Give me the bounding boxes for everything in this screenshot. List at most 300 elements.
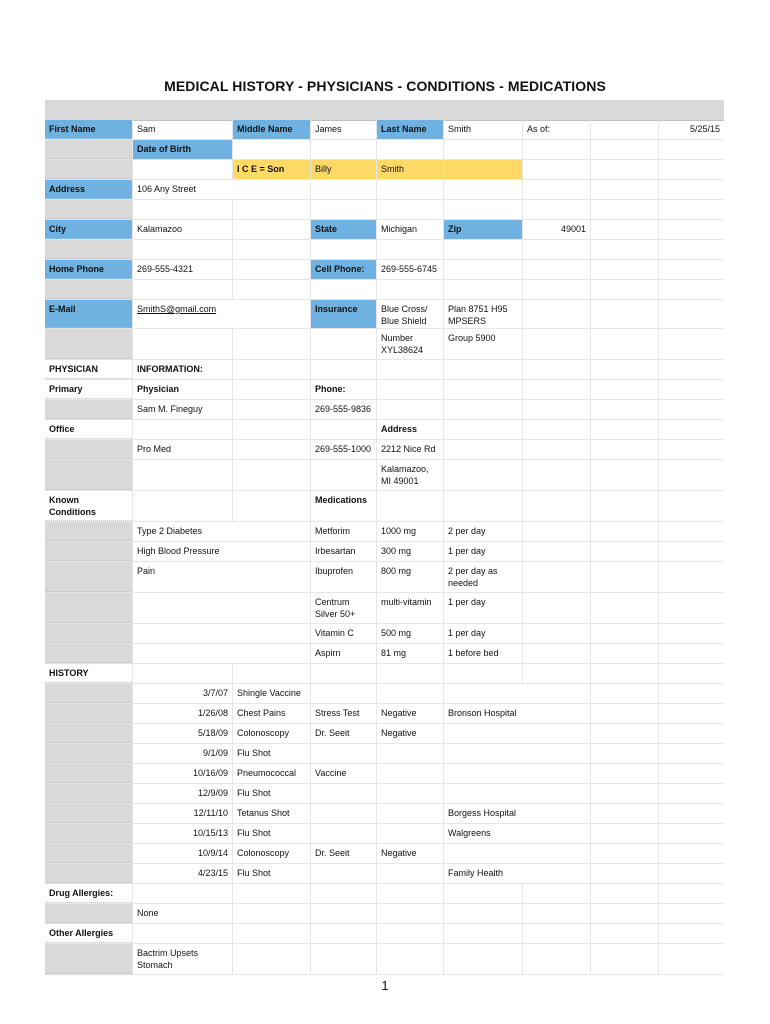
empty-cell (658, 764, 724, 783)
history-detail[interactable]: Stress Test (310, 704, 376, 723)
history-event[interactable]: Flu Shot (232, 824, 310, 843)
history-result[interactable] (376, 764, 443, 783)
history-date[interactable]: 10/15/13 (132, 824, 232, 843)
condition-row (45, 644, 724, 664)
history-detail[interactable]: Dr. Seeit (310, 724, 376, 743)
medication-name[interactable]: Ibuprofen (310, 562, 376, 592)
medication-dose[interactable]: 800 mg (376, 562, 443, 592)
medication-dose[interactable]: multi-vitamin (376, 593, 443, 623)
empty-cell (522, 460, 590, 490)
history-result[interactable] (376, 824, 443, 843)
history-result[interactable] (376, 864, 443, 883)
empty-cell (310, 924, 376, 943)
empty-cell (658, 380, 724, 399)
empty-cell (376, 240, 443, 259)
empty-cell (232, 260, 310, 279)
empty-cell (232, 400, 310, 419)
empty-cell (443, 400, 522, 419)
empty-cell (658, 491, 724, 521)
row-header-cell (45, 329, 132, 359)
history-row (45, 704, 724, 724)
medications-label: Medications (310, 491, 376, 521)
physician-phone[interactable]: 269-555-9836 (310, 400, 376, 419)
empty-cell (310, 360, 376, 379)
empty-cell (522, 160, 590, 179)
empty-cell (590, 884, 658, 903)
empty-cell (522, 944, 590, 974)
history-date[interactable]: 1/26/08 (132, 704, 232, 723)
empty-cell (658, 684, 724, 703)
insurance-group[interactable]: Group 5900 (443, 329, 522, 359)
history-place[interactable] (443, 684, 590, 703)
row-header-cell (45, 684, 132, 703)
insurance-plan[interactable]: Plan 8751 H95 MPSERS (443, 300, 522, 328)
empty-cell (376, 664, 443, 683)
medication-frequency[interactable]: 1 before bed (443, 644, 522, 663)
empty-cell (132, 491, 232, 521)
empty-cell (376, 140, 443, 159)
sheet-header-bar (45, 100, 724, 121)
empty-cell (522, 440, 590, 459)
medication-dose[interactable]: 81 mg (376, 644, 443, 663)
medication-frequency[interactable]: 1 per day (443, 593, 522, 623)
table-row (45, 380, 724, 400)
table-row (45, 260, 724, 280)
empty-cell (132, 200, 232, 219)
medication-dose[interactable]: 1000 mg (376, 522, 443, 541)
empty-cell (658, 140, 724, 159)
empty-cell (443, 420, 522, 439)
address-label: Address (45, 180, 132, 199)
office-phone[interactable]: 269-555-1000 (310, 440, 376, 459)
empty-cell (310, 420, 376, 439)
empty-cell (522, 904, 590, 923)
empty-cell (658, 884, 724, 903)
page-number: 1 (381, 978, 389, 993)
table-row (45, 400, 724, 420)
history-date[interactable]: 5/18/09 (132, 724, 232, 743)
empty-cell (522, 664, 590, 683)
row-header-cell (45, 944, 132, 974)
history-result[interactable] (376, 684, 443, 703)
row-header-cell (45, 784, 132, 803)
history-place[interactable]: Walgreens (443, 824, 590, 843)
empty-cell (658, 160, 724, 179)
empty-cell (590, 120, 658, 139)
empty-cell (376, 884, 443, 903)
history-date[interactable]: 10/9/14 (132, 844, 232, 863)
empty-cell (443, 260, 522, 279)
empty-cell (443, 491, 522, 521)
row-header-cell (45, 844, 132, 863)
empty-cell (658, 220, 724, 239)
table-row (45, 329, 724, 360)
row-header-cell (45, 440, 132, 459)
empty-cell (522, 542, 590, 561)
history-date[interactable]: 9/1/09 (132, 744, 232, 763)
last-name-value[interactable]: Smith (443, 120, 522, 139)
history-row (45, 784, 724, 804)
middle-name-label: Middle Name (232, 120, 310, 139)
empty-cell (590, 724, 658, 743)
empty-cell (132, 240, 232, 259)
row-header-cell (45, 140, 132, 159)
information-label: INFORMATION: (132, 360, 232, 379)
empty-cell (132, 329, 232, 359)
history-detail[interactable]: Vaccine (310, 764, 376, 783)
office-street[interactable]: 2212 Nice Rd (376, 440, 443, 459)
history-place[interactable]: Borgess Hospital (443, 804, 590, 823)
empty-cell (658, 664, 724, 683)
physician-column-label: Physician (132, 380, 232, 399)
condition-name[interactable] (132, 624, 276, 643)
history-result[interactable] (376, 784, 443, 803)
row-header-cell (45, 804, 132, 823)
empty-cell (443, 360, 522, 379)
empty-cell (658, 280, 724, 299)
office-name[interactable]: Pro Med (132, 440, 232, 459)
row-header-cell (45, 624, 132, 643)
history-row (45, 804, 724, 824)
middle-name-value[interactable]: James (310, 120, 376, 139)
ice-last-name[interactable]: Smith (376, 160, 443, 179)
empty-cell (443, 460, 522, 490)
empty-cell (590, 664, 658, 683)
table-row (45, 491, 724, 522)
table-row (45, 240, 724, 260)
ice-first-name[interactable]: Billy (310, 160, 376, 179)
history-date[interactable]: 3/7/07 (132, 684, 232, 703)
history-event[interactable]: Colonoscopy (232, 844, 310, 863)
state-value[interactable]: Michigan (376, 220, 443, 239)
empty-cell (376, 400, 443, 419)
table-row (45, 460, 724, 491)
medication-name[interactable]: Irbesartan (310, 542, 376, 561)
table-row (45, 924, 724, 944)
first-name-label: First Name (45, 120, 132, 139)
row-header-cell (45, 824, 132, 843)
empty-cell (522, 360, 590, 379)
empty-cell (310, 904, 376, 923)
table-row (45, 220, 724, 240)
as-of-label: As of: (522, 120, 590, 139)
empty-cell (522, 180, 590, 199)
empty-cell (658, 522, 724, 541)
dob-label: Date of Birth (132, 140, 232, 159)
empty-cell (443, 140, 522, 159)
table-row (45, 160, 724, 180)
empty-cell (522, 240, 590, 259)
empty-cell (658, 844, 724, 863)
medication-name[interactable]: Aspirn (310, 644, 376, 663)
empty-cell (232, 220, 310, 239)
history-place[interactable] (443, 784, 590, 803)
table-row (45, 440, 724, 460)
table-row (45, 664, 724, 684)
condition-row (45, 522, 724, 542)
empty-cell (132, 420, 232, 439)
empty-cell (310, 664, 376, 683)
ice-label: I C E = Son (232, 160, 310, 179)
history-row (45, 824, 724, 844)
empty-cell (522, 491, 590, 521)
table-row (45, 884, 724, 904)
table-row (45, 280, 724, 300)
row-header-cell (45, 724, 132, 743)
home-phone-label: Home Phone (45, 260, 132, 279)
medication-name[interactable]: Centrum Silver 50+ (310, 593, 376, 623)
empty-cell (658, 329, 724, 359)
empty-cell (522, 329, 590, 359)
empty-cell (310, 329, 376, 359)
empty-cell (310, 180, 376, 199)
empty-cell (522, 522, 590, 541)
email-link[interactable]: SmithS@gmail.com (132, 300, 276, 328)
history-place[interactable] (443, 764, 590, 783)
empty-cell (443, 200, 522, 219)
row-header-cell (45, 704, 132, 723)
empty-cell (658, 744, 724, 763)
state-label: State (310, 220, 376, 239)
phone-column-label: Phone: (310, 380, 376, 399)
empty-cell (522, 300, 590, 328)
condition-name[interactable]: Pain (132, 562, 276, 592)
history-detail[interactable] (310, 784, 376, 803)
insurance-name[interactable]: Blue Cross/ Blue Shield (376, 300, 443, 328)
table-row (45, 120, 724, 140)
empty-cell (443, 664, 522, 683)
row-header-cell (45, 240, 132, 259)
medication-dose[interactable]: 300 mg (376, 542, 443, 561)
history-place[interactable] (443, 844, 590, 863)
empty-cell (590, 644, 658, 663)
empty-cell (232, 440, 310, 459)
row-header-cell (45, 522, 132, 541)
empty-cell (658, 904, 724, 923)
history-detail[interactable]: Dr. Seeit (310, 844, 376, 863)
history-place[interactable] (443, 724, 590, 743)
empty-cell (658, 804, 724, 823)
empty-cell (590, 904, 658, 923)
as-of-date[interactable]: 5/25/15 (658, 120, 724, 139)
email-label: E-Mail (45, 300, 132, 328)
history-row (45, 744, 724, 764)
empty-cell (376, 360, 443, 379)
history-date[interactable]: 10/16/09 (132, 764, 232, 783)
history-date[interactable]: 12/11/10 (132, 804, 232, 823)
history-detail[interactable] (310, 804, 376, 823)
history-event[interactable]: Flu Shot (232, 744, 310, 763)
history-event[interactable]: Pneumococcal (232, 764, 310, 783)
history-place[interactable] (443, 744, 590, 763)
empty-cell (522, 400, 590, 419)
empty-cell (590, 944, 658, 974)
zip-value[interactable]: 49001 (522, 220, 590, 239)
empty-cell (376, 944, 443, 974)
empty-cell (658, 300, 724, 328)
drug-allergies-label: Drug Allergies: (45, 884, 132, 903)
empty-cell (443, 240, 522, 259)
empty-cell (658, 644, 724, 663)
empty-cell (590, 784, 658, 803)
history-date[interactable]: 4/23/15 (132, 864, 232, 883)
empty-cell (658, 562, 724, 592)
sheet-grid (45, 120, 724, 975)
medication-frequency[interactable]: 1 per day (443, 542, 522, 561)
empty-cell (376, 180, 443, 199)
row-header-cell (45, 644, 132, 663)
medication-frequency[interactable]: 1 per day (443, 624, 522, 643)
medication-frequency[interactable]: 2 per day as needed (443, 562, 522, 592)
empty-cell (522, 260, 590, 279)
history-event[interactable]: Shingle Vaccine (232, 684, 310, 703)
condition-row (45, 624, 724, 644)
history-detail[interactable] (310, 824, 376, 843)
empty-cell (232, 420, 310, 439)
medication-name[interactable]: Metforim (310, 522, 376, 541)
empty-cell (232, 491, 310, 521)
empty-cell (590, 180, 658, 199)
history-detail[interactable] (310, 744, 376, 763)
table-row (45, 140, 724, 160)
row-header-cell (45, 593, 132, 623)
empty-cell (376, 280, 443, 299)
empty-cell (310, 944, 376, 974)
row-header-cell (45, 160, 132, 179)
history-place[interactable]: Bronson Hospital (443, 704, 590, 723)
other-allergies-value[interactable]: Bactrim Upsets Stomach (132, 944, 232, 974)
history-result[interactable]: Negative (376, 704, 443, 723)
condition-name[interactable]: High Blood Pressure (132, 542, 276, 561)
empty-cell (522, 624, 590, 643)
empty-cell (443, 380, 522, 399)
empty-cell (310, 200, 376, 219)
row-header-cell (45, 460, 132, 490)
condition-name[interactable] (132, 593, 276, 623)
empty-cell (232, 200, 310, 219)
row-header-cell (45, 280, 132, 299)
condition-name[interactable]: Type 2 Diabetes (132, 522, 276, 541)
home-phone-value[interactable]: 269-555-4321 (132, 260, 232, 279)
table-row (45, 360, 724, 380)
empty-cell (232, 280, 310, 299)
known-conditions-label: Known Conditions (45, 491, 132, 521)
history-event[interactable]: Tetanus Shot (232, 804, 310, 823)
empty-cell (658, 784, 724, 803)
empty-cell (590, 824, 658, 843)
empty-cell (590, 704, 658, 723)
empty-cell (658, 824, 724, 843)
medication-name[interactable]: Vitamin C (310, 624, 376, 643)
first-name-value[interactable]: Sam (132, 120, 232, 139)
empty-cell (658, 704, 724, 723)
physician-name[interactable]: Sam M. Fineguy (132, 400, 232, 419)
cell-phone-value[interactable]: 269-555-6745 (376, 260, 443, 279)
empty-cell (658, 360, 724, 379)
empty-cell (522, 140, 590, 159)
empty-cell (590, 460, 658, 490)
empty-cell (658, 260, 724, 279)
history-result[interactable]: Negative (376, 844, 443, 863)
history-detail[interactable] (310, 684, 376, 703)
medication-frequency[interactable]: 2 per day (443, 522, 522, 541)
history-result[interactable]: Negative (376, 724, 443, 743)
empty-cell (658, 593, 724, 623)
empty-cell (658, 924, 724, 943)
medication-dose[interactable]: 500 mg (376, 624, 443, 643)
history-event[interactable]: Colonoscopy (232, 724, 310, 743)
empty-cell (522, 884, 590, 903)
condition-name[interactable] (132, 644, 276, 663)
physician-section-label: PHYSICIAN (45, 360, 132, 379)
condition-row (45, 542, 724, 562)
insurance-label: Insurance (310, 300, 376, 328)
empty-cell (443, 904, 522, 923)
empty-cell (232, 380, 310, 399)
empty-cell (443, 884, 522, 903)
empty-cell (590, 804, 658, 823)
empty-cell (232, 240, 310, 259)
empty-cell (132, 280, 232, 299)
empty-cell (590, 440, 658, 459)
zip-label: Zip (443, 220, 522, 239)
row-header-cell (45, 542, 132, 561)
empty-cell (590, 864, 658, 883)
history-event[interactable]: Flu Shot (232, 784, 310, 803)
empty-cell (310, 140, 376, 159)
drug-allergies-value[interactable]: None (132, 904, 232, 923)
empty-cell (376, 200, 443, 219)
table-row (45, 904, 724, 924)
empty-cell (590, 280, 658, 299)
empty-cell (232, 884, 310, 903)
table-row (45, 300, 724, 329)
empty-cell (232, 664, 310, 683)
history-event[interactable]: Flu Shot (232, 864, 310, 883)
office-city[interactable]: Kalamazoo, MI 49001 (376, 460, 443, 490)
empty-cell (590, 360, 658, 379)
empty-cell (443, 440, 522, 459)
history-result[interactable] (376, 804, 443, 823)
empty-cell (132, 884, 232, 903)
history-place[interactable]: Family Health (443, 864, 590, 883)
empty-cell (590, 380, 658, 399)
row-header-cell (45, 562, 132, 592)
condition-row (45, 562, 724, 593)
insurance-number[interactable]: Number XYL38624 (376, 329, 443, 359)
empty-cell (232, 460, 310, 490)
city-label: City (45, 220, 132, 239)
history-row (45, 844, 724, 864)
address-value[interactable]: 106 Any Street (132, 180, 276, 199)
empty-cell (658, 944, 724, 974)
row-header-cell (45, 400, 132, 419)
empty-cell (658, 724, 724, 743)
history-date[interactable]: 12/9/09 (132, 784, 232, 803)
city-value[interactable]: Kalamazoo (132, 220, 232, 239)
table-row (45, 944, 724, 975)
empty-cell (590, 844, 658, 863)
empty-cell (443, 944, 522, 974)
empty-cell (522, 562, 590, 592)
condition-row (45, 593, 724, 624)
empty-cell (522, 280, 590, 299)
history-detail[interactable] (310, 864, 376, 883)
history-result[interactable] (376, 744, 443, 763)
empty-cell (522, 420, 590, 439)
history-event[interactable]: Chest Pains (232, 704, 310, 723)
history-label: HISTORY (45, 664, 132, 683)
